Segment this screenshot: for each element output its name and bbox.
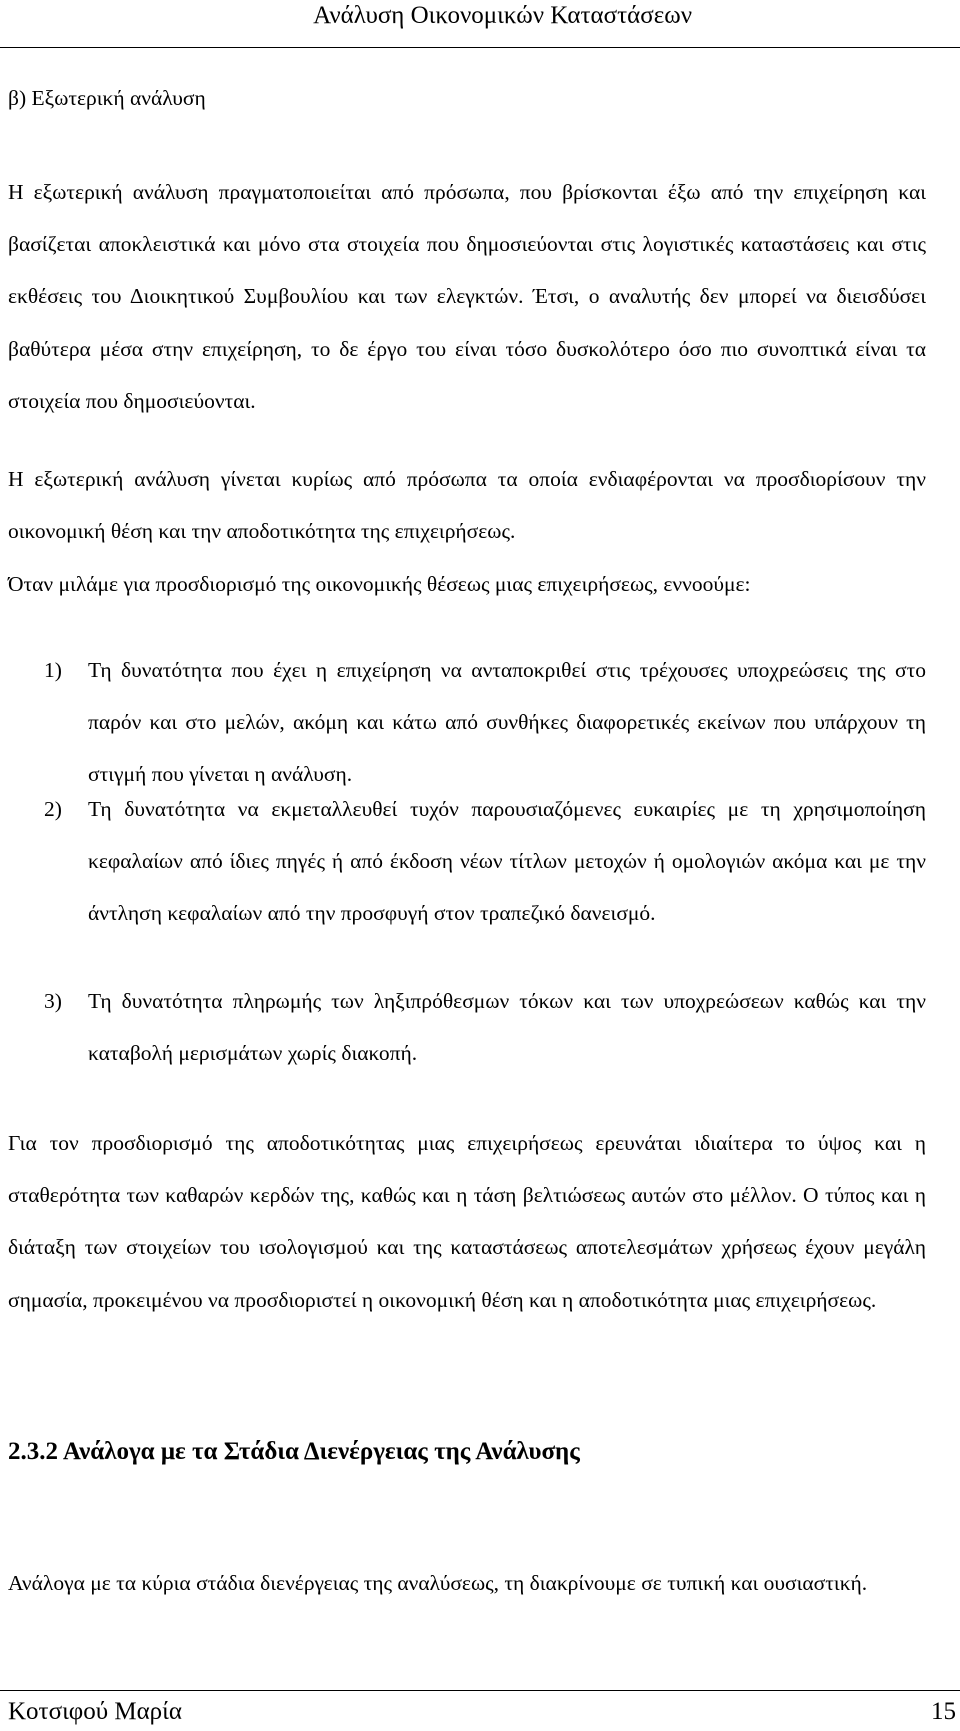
paragraph-profitability: Για τον προσδιορισμό της αποδοτικότητας μιας επιχειρήσεως ερευνάται ιδιαίτερα το ύψος και η σταθερότητα των καθαρών κερδών της, καθώς και η τάση βελτιώσεως αυτών στο μέλλον. Ο τύπος και η διάταξη των στοιχείων του ισολογισμού και της καταστάσεως αποτελεσμάτων χρήσεως έχουν μεγάλη σημασία, προκειμένου να προσδιοριστεί η οικονομική θέση και η αποδοτικότητα μιας επιχειρήσεως. <box>8 1131 926 1312</box>
list-text: Τη δυνατότητα να εκμεταλλευθεί τυχόν παρουσιαζόμενες ευκαιρίες με τη χρησιμοποίηση κεφαλαίων από ίδιες πηγές ή από έκδοση νέων τίτλων μετοχών ή ομολογιών ακόμα και με την άντληση κεφαλαίων από την προσφυγή στον τραπεζικό δανεισμό. <box>88 797 926 926</box>
paragraph-external-analysis: Η εξωτερική ανάλυση πραγματοποιείται από πρόσωπα, που βρίσκονται έξω από την επιχείρηση και βασίζεται αποκλειστικά και μόνο στα στοιχεία που δημοσιεύονται στις λογιστικές καταστάσεις και στις εκθέσεις του Διοικητικού Συμβουλίου και των ελεγκτών. Έτσι, ο αναλυτής δεν μπορεί να διεισδύσει βαθύτερα μέσα στην επιχείρηση, το δε έργο του είναι τόσο δυσκολότερο όσο πιο συνοπτικά είναι τα στοιχεία που δημοσιεύονται. <box>8 180 926 413</box>
running-header: Ανάλυση Οικονομικών Καταστάσεων <box>313 2 692 29</box>
section-label: β) Εξωτερική ανάλυση <box>8 86 206 110</box>
list-item <box>44 644 926 801</box>
footer-rule <box>0 1690 960 1691</box>
list-text: Τη δυνατότητα πληρωμής των ληξιπρόθεσμων τόκων και των υποχρεώσεων καθώς και την καταβολή μερισμάτων χωρίς διακοπή. <box>88 989 926 1066</box>
list-number: 3) <box>44 989 62 1013</box>
list-text: Τη δυνατότητα που έχει η επιχείρηση να ανταποκριθεί στις τρέχουσες υποχρεώσεις της στο παρόν και στο μελών, ακόμη και κάτω από συνθήκες διαφορετικές εκείνων που υπάρχουν τη στιγμή που γίνεται η ανάλυση. <box>88 658 926 787</box>
header-rule <box>0 47 960 48</box>
section-heading: 2.3.2 Ανάλογα με τα Στάδια Διενέργειας της Ανάλυσης <box>8 1438 580 1465</box>
list-item <box>44 975 926 1079</box>
list-number: 1) <box>44 658 62 682</box>
paragraph-final: Ανάλογα με τα κύρια στάδια διενέργειας της αναλύσεως, τη διακρίνουμε σε τυπική και ουσιαστική. <box>8 1571 868 1595</box>
paragraph-financial-position: Όταν μιλάμε για προσδιορισμό της οικονομικής θέσεως μιας επιχειρήσεως, εννοούμε: <box>8 572 751 596</box>
footer-author: Κοτσιφού Μαρία <box>8 1698 182 1725</box>
list-item <box>44 783 926 940</box>
page-number: 15 <box>931 1698 956 1725</box>
paragraph-who-performs: Η εξωτερική ανάλυση γίνεται κυρίως από πρόσωπα τα οποία ενδιαφέρονται να προσδιορίσουν την οικονομική θέση και την αποδοτικότητα της επιχειρήσεως. <box>8 467 926 544</box>
list-number: 2) <box>44 797 62 821</box>
